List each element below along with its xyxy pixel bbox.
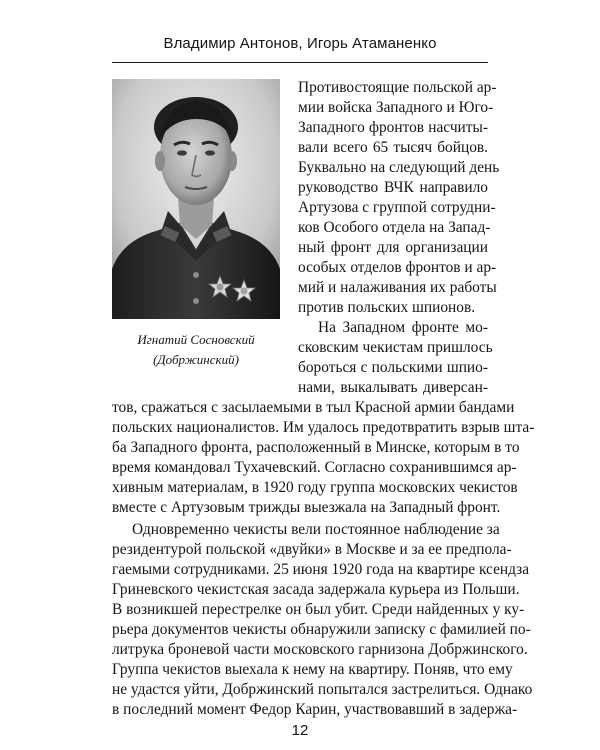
text-line: ков Особого отдела на Запад- [298, 219, 491, 236]
text-line: бороться с польскими шпио- [298, 359, 488, 376]
page-number: 12 [291, 722, 309, 739]
text-line: резидентурой польской «двуйки» в Москве и за ее предпола- [112, 541, 512, 558]
text-line: в последний момент Федор Карин, участвовавший в задержа- [112, 701, 518, 718]
text-line: против польских шпионов. [298, 299, 476, 316]
text-line: Противостоящие польской ар- [298, 79, 497, 96]
text-line: Гриневского чекистская засада задержала курьера из Польши. [112, 581, 520, 598]
text-line: особых отделов фронтов и ар- [298, 259, 497, 276]
text-line: литрука броневой части московского гарнизона Добржинского. [112, 641, 528, 658]
text-line: вали всего 65 тысяч бойцов. [298, 139, 488, 156]
text-line: Буквально на следующий день [298, 159, 500, 176]
text-line: Группа чекистов выехала к нему на квартиру. Поняв, что ему [112, 661, 513, 678]
text-line: хивным материалам, в 1920 году группа московских чекистов [112, 479, 518, 496]
text-line: нами, выкалывать диверсан- [298, 379, 488, 396]
text-line: время командовал Тухачевский. Согласно сохранившимся ар- [112, 459, 517, 476]
caption-alias: (Добржинский) [153, 352, 239, 367]
text-line: мий и налаживания их работы [298, 279, 497, 296]
text-line: Одновременно чекисты вели постоянное наблюдение за [132, 521, 500, 538]
text-line: руководство ВЧК направило [298, 179, 488, 196]
portrait-photo [112, 79, 280, 319]
text-line: рьера документов чекисты обнаружили записку с фамилией по- [112, 621, 531, 638]
text-line: На Западном фронте мо- [318, 319, 488, 336]
running-header: Владимир Антонов, Игорь Атаманенко [163, 35, 437, 52]
text-line: польских националистов. Им удалось предотвратить взрыв шта- [112, 419, 535, 436]
header-rule [112, 62, 488, 63]
text-line: сковским чекистам пришлось [298, 339, 493, 356]
text-line: гаемыми сотрудниками. 25 июня 1920 года на квартире ксендза [112, 561, 530, 578]
text-line: не удастся уйти, Добржинский попытался застрелиться. Однако [112, 681, 533, 698]
photo-caption [112, 330, 280, 370]
text-line: ный фронт для организации [298, 239, 488, 256]
text-line: В возникшей перестрелке он был убит. Среди найденных у ку- [112, 601, 525, 618]
text-line: ба Западного фронта, расположенный в Минске, которым в то [112, 439, 520, 456]
text-line: Артузова с группой сотрудни- [298, 199, 496, 216]
text-line: вместе с Артузовым трижды выезжала на Западный фронт. [112, 499, 501, 516]
caption-name: Игнатий Сосновский [137, 332, 255, 347]
text-line: мии войска Западного и Юго- [298, 99, 494, 116]
text-line: Западного фронтов насчиты- [298, 119, 488, 136]
text-line: тов, сражаться с засылаемыми в тыл Красной армии бандами [112, 399, 515, 416]
